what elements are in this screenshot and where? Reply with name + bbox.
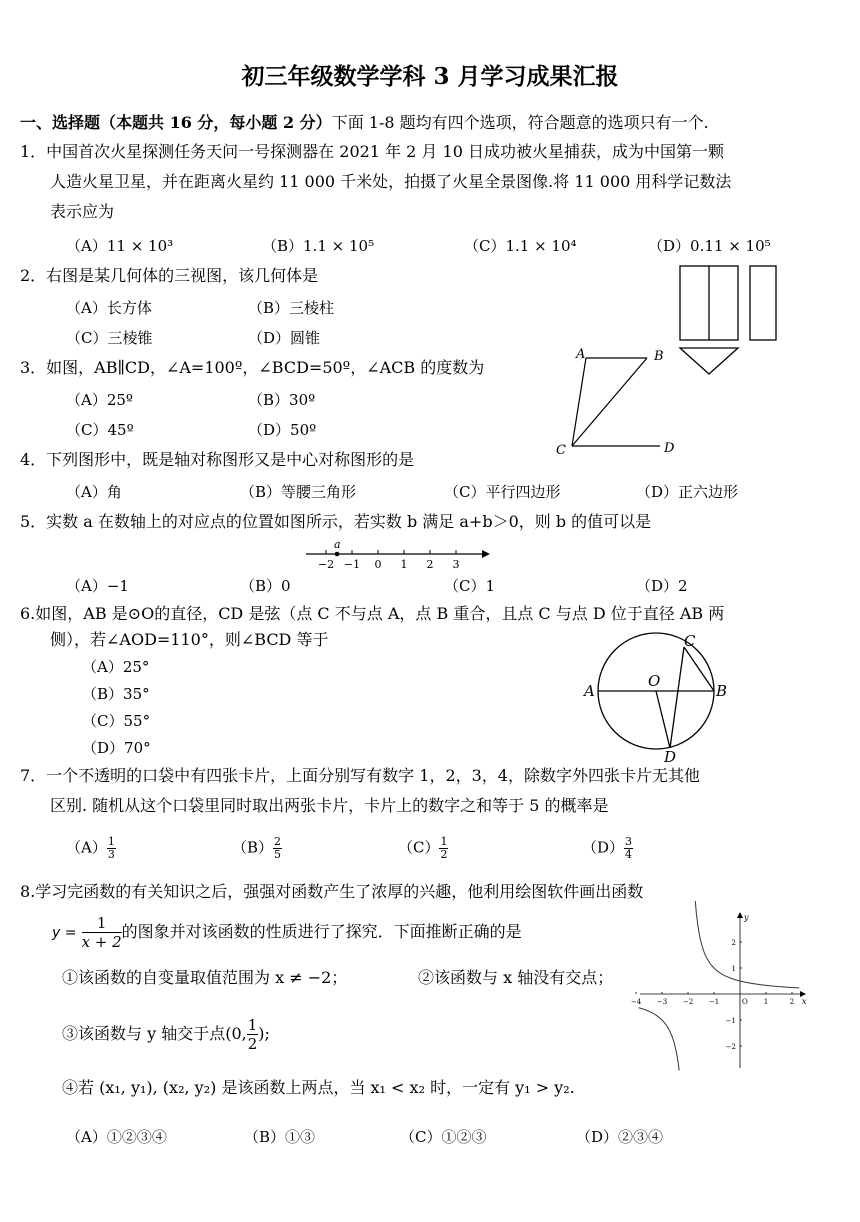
x-tick-label: −2 xyxy=(682,998,694,1006)
q2-option-c: （C）三棱锥 xyxy=(66,329,153,347)
x-tick-label: 1 xyxy=(763,998,769,1006)
q5-option-b: （B）0 xyxy=(240,577,291,595)
q3-option-a: （A）25º xyxy=(66,391,133,409)
label-c: C xyxy=(556,443,566,458)
number-line-figure xyxy=(300,538,490,570)
q7-option-c xyxy=(398,836,448,861)
point-left: (0, xyxy=(225,1024,247,1043)
q1-line2: 人造火星卫星，并在距离火星约 11 000 千米处，拍摄了火星全景图像.将 11 000 用科学记数法 xyxy=(50,172,732,191)
q8-option-b: （B）①③ xyxy=(244,1128,316,1146)
q3-option-b: （B）30º xyxy=(248,391,316,409)
q7-option-d-prefix: （D） xyxy=(582,838,625,857)
y-tick-label: 1 xyxy=(731,965,736,973)
q7-option-d xyxy=(582,836,633,861)
q7-option-a xyxy=(66,836,116,861)
q1-option-c: （C）1.1 × 10⁴ xyxy=(464,237,577,255)
x-tick-label: 2 xyxy=(789,998,795,1006)
q4-option-c: （C）平行四边形 xyxy=(444,483,561,501)
q6-line2: 侧），若∠AOD=110°，则∠BCD 等于 xyxy=(50,630,329,649)
function-graph xyxy=(630,910,810,1072)
point-fraction xyxy=(247,1016,259,1053)
segment-od xyxy=(656,691,670,748)
label-b: B xyxy=(654,349,664,364)
q4-option-b: （B）等腰三角形 xyxy=(240,483,357,501)
q8-function-line xyxy=(52,914,522,951)
fraction-denominator: 5 xyxy=(274,848,282,861)
q1-line1: 1．中国首次火星探测任务天问一号探测器在 2021 年 2 月 10 日成功被火星捕获，成为中国第一颗 xyxy=(20,142,724,161)
q4-stem: 4．下列图形中，既是轴对称图形又是中心对称图形的是 xyxy=(20,450,415,469)
q3-option-c: （C）45º xyxy=(66,421,134,439)
q4-option-d: （D）正六边形 xyxy=(636,483,739,501)
side-view xyxy=(750,266,776,340)
q8-option-a: （A）①②③④ xyxy=(66,1128,167,1146)
number-line-tick-label: 3 xyxy=(452,558,460,571)
number-line-tick-label: 0 xyxy=(374,558,382,571)
q8-line2-rest: 的图象并对该函数的性质进行了探究．下面推断正确的是 xyxy=(121,922,522,941)
q2-option-a: （A）长方体 xyxy=(66,299,152,317)
point-denominator: 2 xyxy=(247,1035,258,1053)
parallel-lines-figure xyxy=(550,342,690,462)
q3-stem: 3．如图，AB∥CD，∠A=100º，∠BCD=50º，∠ACB 的度数为 xyxy=(20,358,485,377)
point-numerator: 1 xyxy=(247,1016,258,1034)
q7-option-c-fraction xyxy=(439,836,448,861)
q1-option-a: （A）11 × 10³ xyxy=(66,237,174,255)
label-o: O xyxy=(648,672,661,690)
fraction-numerator: 1 xyxy=(440,835,448,848)
q7-option-c-prefix: （C） xyxy=(398,838,440,857)
label-a: A xyxy=(584,682,595,700)
fraction-denominator: 4 xyxy=(625,848,633,861)
fraction-numerator: 3 xyxy=(625,835,633,848)
q8-statement-2: ②该函数与 x 轴没有交点； xyxy=(418,968,614,987)
q8-statement-1: ①该函数的自变量取值范围为 x ≠ −2； xyxy=(62,968,348,987)
q8-option-c: （C）①②③ xyxy=(400,1128,487,1146)
y-tick-label: −2 xyxy=(725,1043,736,1051)
function-denominator: x + 2 xyxy=(81,933,122,951)
q8-option-d: （D）②③④ xyxy=(576,1128,664,1146)
label-d: D xyxy=(664,441,675,456)
q6-option-d: （D）70° xyxy=(82,739,151,757)
number-line-tick-label: −2 xyxy=(317,558,335,571)
section-heading-label: 一、选择题（本题共 16 分，每小题 2 分） xyxy=(20,113,332,132)
number-line-tick-label: −1 xyxy=(343,558,361,571)
q7-option-b xyxy=(232,836,282,861)
q5-option-c: （C）1 xyxy=(444,577,496,595)
chord-cd xyxy=(670,647,684,748)
q5-option-d: （D）2 xyxy=(636,577,688,595)
curve-left-branch xyxy=(639,1008,680,1071)
label-a: A xyxy=(576,347,586,362)
label-c: C xyxy=(684,632,696,650)
y-axis-arrow xyxy=(737,912,743,918)
number-line-tick-label: 1 xyxy=(400,558,408,571)
point-a xyxy=(335,552,340,557)
circle-figure xyxy=(580,630,730,765)
function-fraction xyxy=(82,914,122,951)
fraction-denominator: 3 xyxy=(107,848,115,861)
q6-option-c: （C）55° xyxy=(82,712,151,730)
section-heading xyxy=(20,110,709,133)
q7-option-b-prefix: （B） xyxy=(232,838,274,857)
label-d: D xyxy=(664,748,677,766)
x-tick-label: −3 xyxy=(656,998,668,1006)
q6-option-a: （A）25° xyxy=(82,658,150,676)
q7-line2: 区别. 随机从这个口袋里同时取出两张卡片，卡片上的数字之和等于 5 的概率是 xyxy=(50,796,609,815)
fraction-denominator: 2 xyxy=(440,848,448,861)
point-right: ); xyxy=(258,1024,270,1043)
function-graph-content xyxy=(631,901,807,1070)
q1-option-d: （D）0.11 × 10⁵ xyxy=(648,237,771,255)
label-b: B xyxy=(716,682,728,700)
y-tick-label: −1 xyxy=(725,1017,736,1025)
q7-option-a-fraction xyxy=(107,836,116,861)
q2-stem: 2．右图是某几何体的三视图，该几何体是 xyxy=(20,266,319,285)
x-tick-label: −4 xyxy=(630,998,642,1006)
function-numerator: 1 xyxy=(82,914,122,933)
fraction-numerator: 2 xyxy=(274,835,282,848)
section-instruction: 下面 1-8 题均有四个选项，符合题意的选项只有一个. xyxy=(331,113,709,132)
origin-label: O xyxy=(742,998,748,1006)
q7-option-b-fraction xyxy=(273,836,282,861)
y-tick-label: 2 xyxy=(731,939,736,947)
number-line-arrow xyxy=(482,550,490,558)
q8-line1: 8.学习完函数的有关知识之后，强强对函数产生了浓厚的兴趣，他利用绘图软件画出函数 xyxy=(20,882,644,901)
q5-stem: 5．实数 a 在数轴上的对应点的位置如图所示，若实数 b 满足 a+b＞0，则 b 的值可以是 xyxy=(20,512,652,531)
q5-option-a: （A）−1 xyxy=(66,577,129,595)
three-view-figure xyxy=(676,262,784,380)
q2-option-b: （B）三棱柱 xyxy=(248,299,335,317)
q6-line1: 6.如图，AB 是⊙O的直径，CD 是弦（点 C 不与点 A，点 B 重合，且点 C 与点 D 位于直径 AB 两 xyxy=(20,604,725,623)
q8-statement-3 xyxy=(62,1016,270,1053)
q2-option-d: （D）圆锥 xyxy=(248,329,321,347)
q7-line1: 7．一个不透明的口袋中有四张卡片，上面分别写有数字 1，2，3，4，除数字外四张卡片无其他 xyxy=(20,766,700,785)
point-a-label: a xyxy=(334,538,341,551)
x-tick-label: −1 xyxy=(708,998,720,1006)
page-title: 初三年级数学学科 3 月学习成果汇报 xyxy=(241,63,619,90)
x-axis-label: x xyxy=(802,997,807,1006)
q7-option-a-prefix: （A） xyxy=(66,838,107,857)
segment-bc xyxy=(572,358,647,446)
q4-option-a: （A）角 xyxy=(66,483,122,501)
number-line-tick-label: 2 xyxy=(426,558,434,571)
q3-option-d: （D）50º xyxy=(248,421,317,439)
function-lhs: y = xyxy=(52,925,77,941)
q1-option-b: （B）1.1 × 10⁵ xyxy=(262,237,375,255)
q8-statement-3-prefix: ③该函数与 y 轴交于点 xyxy=(62,1024,226,1043)
q8-statement-4: ④若 (x₁, y₁), (x₂, y₂) 是该函数上两点，当 x₁ < x₂ 时，一定有 y₁ > y₂. xyxy=(62,1078,575,1097)
q6-option-b: （B）35° xyxy=(82,685,150,703)
q1-line3: 表示应为 xyxy=(50,202,115,221)
fraction-numerator: 1 xyxy=(107,835,115,848)
y-axis-label: y xyxy=(744,913,749,922)
q7-option-d-fraction xyxy=(624,836,633,861)
